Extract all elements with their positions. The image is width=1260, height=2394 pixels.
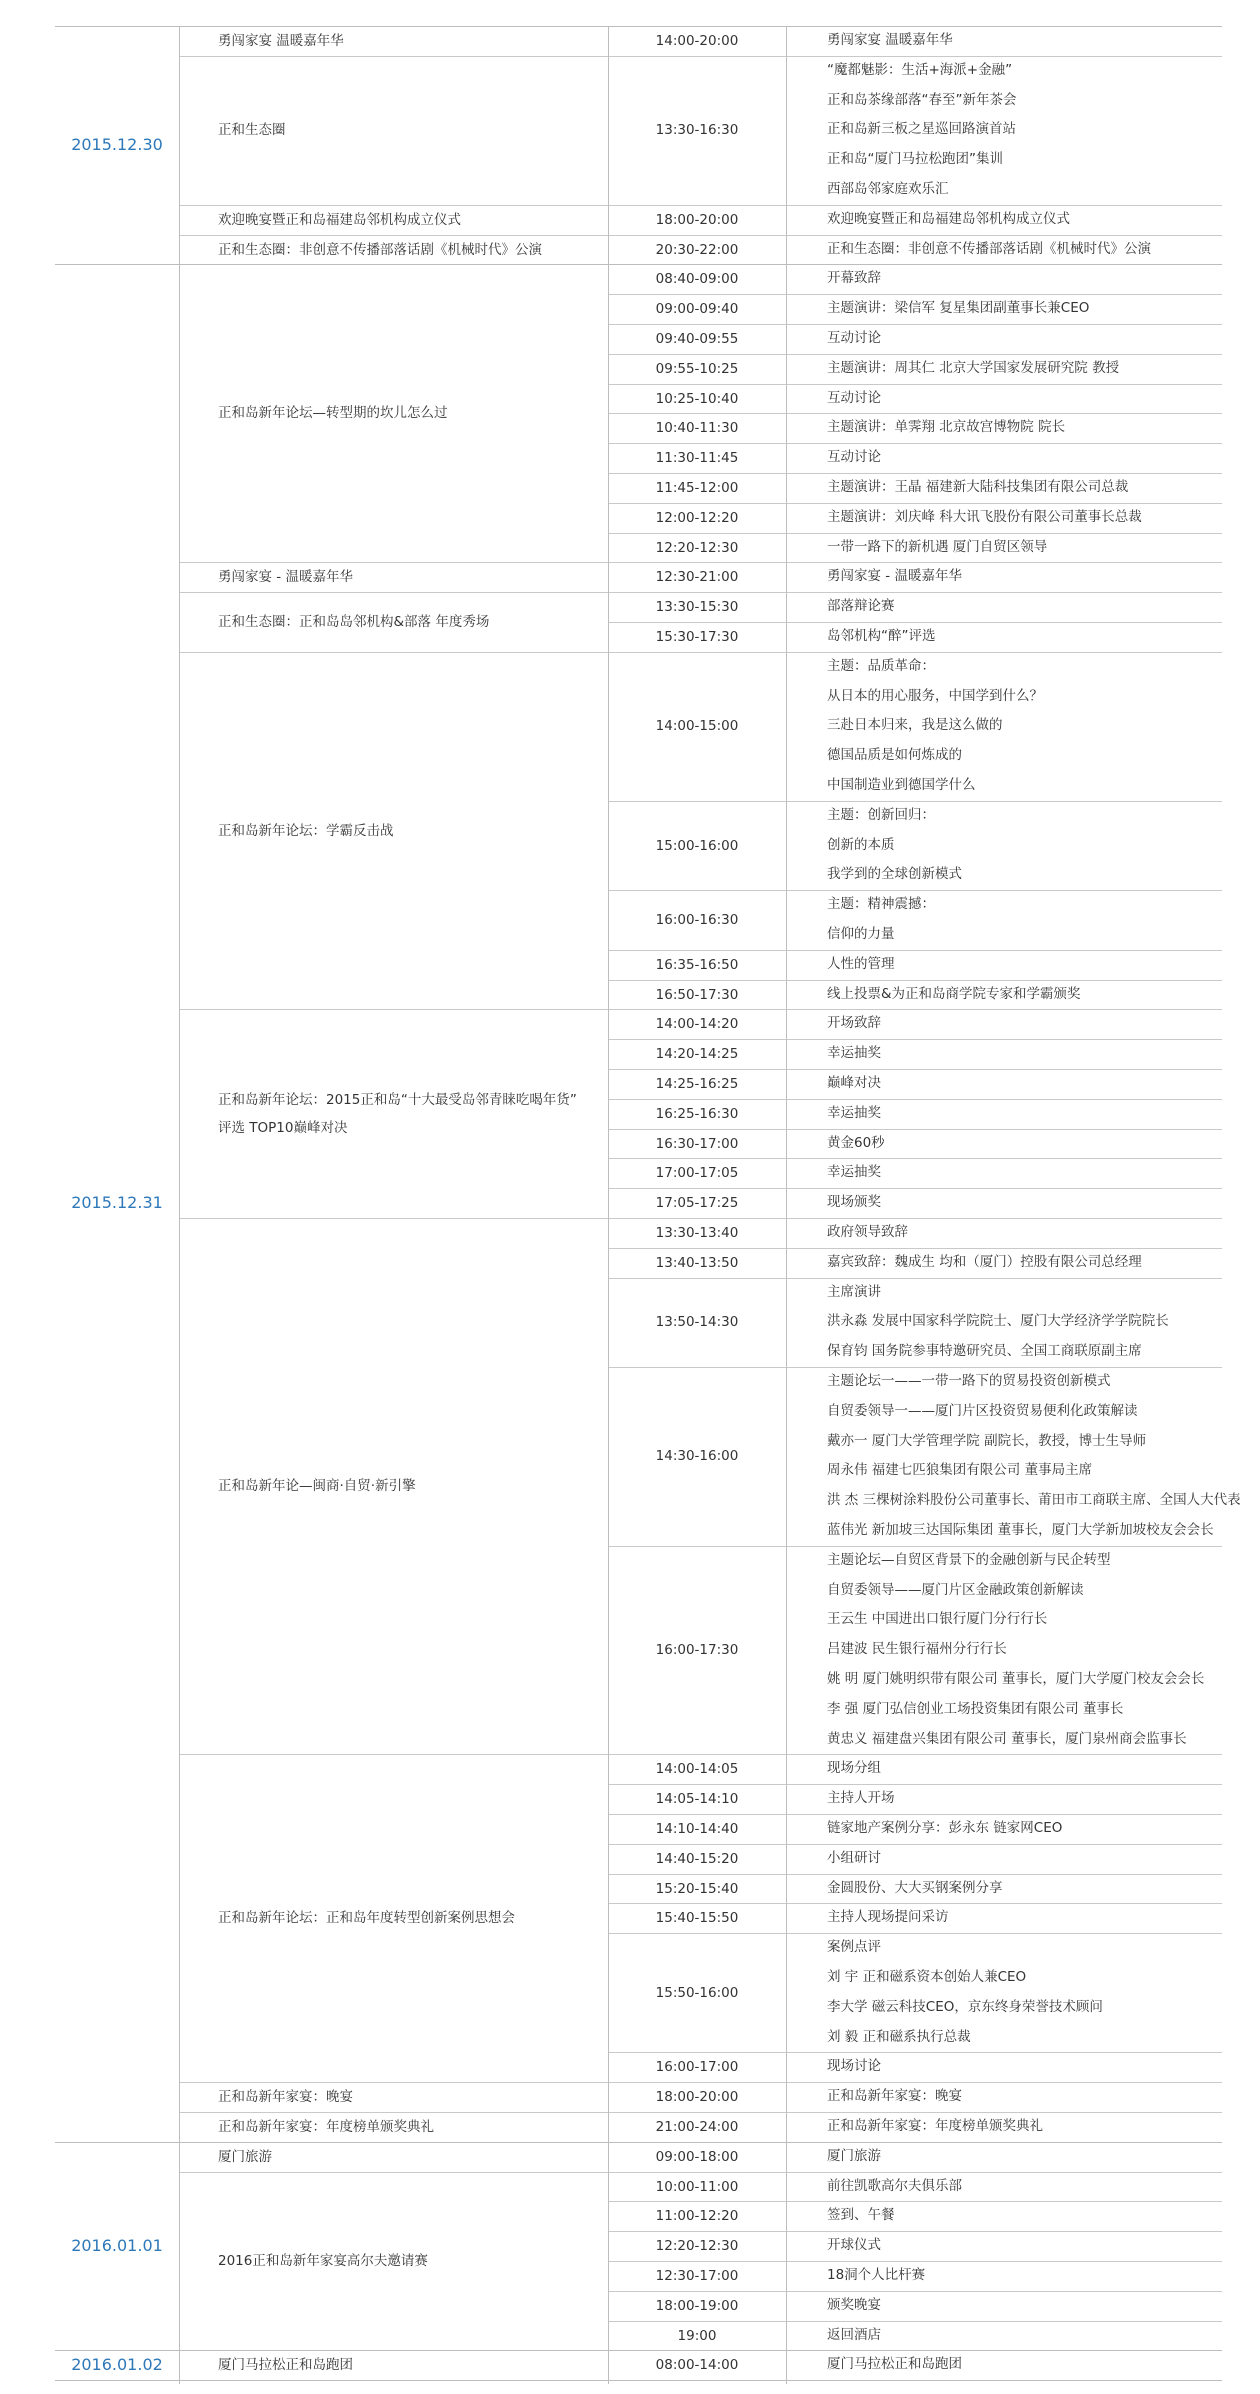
row-divider: [608, 1546, 1222, 1547]
row-divider: [608, 2231, 1222, 2232]
slot-detail-line: 嘉宾致辞：魏成生 均和（厦门）控股有限公司总经理: [827, 1253, 1142, 1270]
event-title: 正和岛新年家宴：晚宴: [218, 2089, 353, 2106]
slot-time: 15:40-15:50: [655, 1910, 739, 1927]
slot-detail-line: 现场讨论: [827, 2058, 881, 2075]
slot-detail-line: “魔都魅影：生活+海派+金融”: [827, 61, 1013, 78]
slot-time: 18:00-20:00: [655, 2089, 739, 2106]
row-divider: [608, 1069, 1222, 1070]
row-divider: [179, 562, 1222, 563]
slot-detail-line: 自贸委领导一——厦门片区投资贸易便利化政策解读: [827, 1402, 1138, 1419]
row-divider: [179, 56, 1222, 57]
row-divider: [608, 1099, 1222, 1100]
slot-detail-line: 政府领导致辞: [827, 1224, 908, 1240]
slot-detail-line: 主题：精神震撼：: [827, 896, 935, 913]
slot-time: 16:35-16:50: [655, 956, 739, 973]
slot-time: 14:00-14:05: [655, 1761, 739, 1778]
slot-time: 18:00-20:00: [655, 211, 739, 228]
row-divider: [179, 1009, 1222, 1010]
row-divider: [608, 324, 1222, 325]
slot-time: 15:30-17:30: [655, 628, 739, 645]
slot-detail-line: 创新的本质: [827, 836, 895, 853]
row-divider: [179, 592, 1222, 593]
slot-detail-line: 互动讨论: [827, 330, 881, 346]
event-title: 欢迎晚宴暨正和岛福建岛邻机构成立仪式: [218, 211, 461, 228]
slot-time: 16:30-17:00: [655, 1135, 739, 1152]
slot-detail-line: 欢迎晚宴暨正和岛福建岛邻机构成立仪式: [827, 210, 1070, 227]
slot-time: 11:30-11:45: [655, 450, 739, 467]
slot-time: 13:30-15:30: [655, 599, 739, 616]
row-divider: [608, 384, 1222, 385]
slot-detail-line: 厦门马拉松正和岛跑团: [827, 2356, 962, 2373]
slot-time: 10:00-11:00: [655, 2178, 739, 2195]
event-title: 正和岛新年家宴：年度榜单颁奖典礼: [218, 2118, 434, 2135]
slot-time: 21:00-24:00: [655, 2118, 739, 2135]
event-title: 厦门马拉松正和岛跑团: [218, 2357, 353, 2374]
slot-time: 11:45-12:00: [655, 479, 739, 496]
slot-time: 08:00-14:00: [655, 2357, 739, 2374]
slot-time: 14:00-15:00: [655, 718, 739, 735]
day-date: 2016.01.02: [71, 2355, 163, 2375]
slot-detail-line: 主持人现场提问采访: [827, 1909, 949, 1926]
event-title: 正和岛新年论坛：2015正和岛“十大最受岛邻青睐吃喝年货”: [218, 1091, 577, 1108]
event-title: 正和岛新年论—闽商·自贸·新引擎: [218, 1478, 416, 1495]
row-divider: [608, 1874, 1222, 1875]
row-divider: [179, 205, 1222, 206]
slot-detail-line: 戴亦一 厦门大学管理学院 副院长，教授，博士生导师: [827, 1432, 1147, 1449]
slot-time: 12:20-12:30: [655, 2238, 739, 2255]
slot-detail-line: 18洞个人比杆赛: [827, 2267, 926, 2283]
slot-detail-line: 三赴日本归来，我是这么做的: [827, 717, 1003, 734]
slot-detail-line: 厦门旅游: [827, 2147, 881, 2164]
slot-time: 08:40-09:00: [655, 271, 739, 288]
row-divider: [179, 1218, 1222, 1219]
slot-detail-line: 正和岛新年家宴：晚宴: [827, 2088, 962, 2105]
slot-detail-line: 主题演讲：梁信军 复星集团副董事长兼CEO: [827, 300, 1090, 317]
slot-detail-line: 一带一路下的新机遇 厦门自贸区领导: [827, 538, 1048, 555]
slot-time: 13:50-14:30: [655, 1314, 739, 1331]
slot-detail-line: 前往凯歌高尔夫俱乐部: [827, 2177, 962, 2194]
slot-detail-line: 巅峰对决: [827, 1075, 881, 1091]
slot-detail-line: 主题演讲：单霁翔 北京故宫博物院 院长: [827, 419, 1066, 436]
slot-detail-line: 线上投票&为正和岛商学院专家和学霸颁奖: [827, 985, 1081, 1002]
slot-detail-line: 案例点评: [827, 1939, 881, 1956]
slot-time: 10:25-10:40: [655, 390, 739, 407]
slot-time: 09:40-09:55: [655, 330, 739, 347]
slot-detail-line: 我学到的全球创新模式: [827, 866, 962, 883]
slot-detail-line: 主席演讲: [827, 1283, 881, 1300]
row-divider: [608, 443, 1222, 444]
slot-detail-line: 李大学 磁云科技CEO，京东终身荣誉技术顾问: [827, 1998, 1103, 2015]
slot-detail-line: 幸运抽奖: [827, 1164, 881, 1181]
column-divider: [608, 26, 609, 2384]
slot-detail-line: 开幕致辞: [827, 270, 881, 287]
row-divider: [608, 801, 1222, 802]
slot-detail-line: 黄金60秒: [827, 1134, 885, 1151]
slot-detail-line: 正和生态圈：非创意不传播部落话剧《机械时代》公演: [827, 240, 1151, 257]
slot-time: 14:05-14:10: [655, 1791, 739, 1808]
slot-time: 14:20-14:25: [655, 1046, 739, 1063]
slot-detail-line: 现场颁奖: [827, 1194, 881, 1211]
slot-detail-line: 正和岛新年家宴：年度榜单颁奖典礼: [827, 2118, 1043, 2134]
row-divider: [179, 652, 1222, 653]
slot-detail-line: 吕建波 民生银行福州分行行长: [827, 1641, 1007, 1658]
slot-detail-line: 正和岛茶缘部落“春至”新年茶会: [827, 91, 1017, 108]
slot-time: 17:05-17:25: [655, 1195, 739, 1212]
slot-detail-line: 蓝伟光 新加坡三达国际集团 董事长，厦门大学新加坡校友会会长: [827, 1522, 1214, 1538]
slot-detail-line: 现场分组: [827, 1760, 881, 1777]
slot-detail-line: 勇闯家宴 - 温暖嘉年华: [827, 568, 962, 585]
slot-detail-line: 黄忠义 福建盘兴集团有限公司 董事长，厦门泉州商会监事长: [827, 1730, 1187, 1747]
row-divider: [608, 503, 1222, 504]
slot-time: 12:00-12:20: [655, 509, 739, 526]
row-divider: [608, 294, 1222, 295]
slot-time: 14:10-14:40: [655, 1820, 739, 1837]
slot-time: 12:20-12:30: [655, 539, 739, 556]
slot-time: 11:00-12:20: [655, 2208, 739, 2225]
slot-detail-line: 金圆股份、大大买钢案例分享: [827, 1879, 1003, 1896]
slot-detail-line: 返回酒店: [827, 2326, 881, 2343]
slot-time: 14:25-16:25: [655, 1075, 739, 1092]
row-divider: [608, 890, 1222, 891]
slot-time: 09:55-10:25: [655, 360, 739, 377]
row-divider: [55, 264, 1222, 265]
row-divider: [608, 1278, 1222, 1279]
event-title: 正和生态圈：非创意不传播部落话剧《机械时代》公演: [218, 241, 542, 258]
row-divider: [55, 2350, 1222, 2351]
column-divider: [179, 26, 180, 2384]
day-date: 2016.01.01: [71, 2236, 163, 2256]
slot-detail-line: 正和岛“厦门马拉松跑团”集训: [827, 151, 1003, 168]
slot-time: 14:40-15:20: [655, 1850, 739, 1867]
slot-detail-line: 李 强 厦门弘信创业工场投资集团有限公司 董事长: [827, 1700, 1124, 1717]
slot-detail-line: 主题演讲：刘庆峰 科大讯飞股份有限公司董事长总裁: [827, 508, 1142, 525]
slot-time: 17:00-17:05: [655, 1165, 739, 1182]
slot-time: 14:00-20:00: [655, 32, 739, 49]
slot-time: 16:00-17:00: [655, 2059, 739, 2076]
slot-detail-line: 王云生 中国进出口银行厦门分行行长: [827, 1611, 1048, 1628]
row-divider: [608, 2291, 1222, 2292]
slot-time: 20:30-22:00: [655, 241, 739, 258]
slot-time: 16:25-16:30: [655, 1105, 739, 1122]
event-title: 勇闯家宴 温暖嘉年华: [218, 32, 344, 49]
slot-detail-line: 主题：品质革命：: [827, 657, 935, 674]
row-divider: [608, 2052, 1222, 2053]
slot-detail-line: 主题演讲：王晶 福建新大陆科技集团有限公司总裁: [827, 479, 1129, 495]
row-divider: [179, 2172, 1222, 2173]
slot-detail-line: 签到、午餐: [827, 2207, 895, 2224]
slot-detail-line: 部落辩论赛: [827, 598, 895, 615]
row-divider: [608, 1129, 1222, 1130]
slot-detail-line: 开场致辞: [827, 1015, 881, 1032]
row-divider: [608, 1188, 1222, 1189]
event-title: 正和岛新年论坛：学霸反击战: [218, 822, 394, 839]
row-divider: [179, 2082, 1222, 2083]
slot-time: 19:00: [677, 2327, 717, 2344]
slot-detail-line: 从日本的用心服务，中国学到什么？: [827, 687, 1043, 704]
slot-detail-line: 主题论坛—自贸区背景下的金融创新与民企转型: [827, 1551, 1111, 1568]
slot-detail-line: 中国制造业到德国学什么: [827, 777, 976, 793]
slot-time: 12:30-17:00: [655, 2267, 739, 2284]
slot-detail-line: 幸运抽奖: [827, 1104, 881, 1121]
slot-detail-line: 周永伟 福建七匹狼集团有限公司 董事局主席: [827, 1462, 1093, 1479]
slot-detail-line: 互动讨论: [827, 449, 881, 466]
row-divider: [608, 1248, 1222, 1249]
slot-time: 13:30-13:40: [655, 1224, 739, 1241]
slot-time: 12:30-21:00: [655, 569, 739, 586]
day-date: 2015.12.30: [71, 135, 163, 155]
slot-time: 09:00-09:40: [655, 301, 739, 318]
slot-detail-line: 主题论坛一——一带一路下的贸易投资创新模式: [827, 1373, 1111, 1389]
slot-time: 13:40-13:50: [655, 1254, 739, 1271]
row-divider: [608, 1367, 1222, 1368]
event-title: 正和生态圈: [218, 122, 286, 139]
slot-time: 15:50-16:00: [655, 1984, 739, 2001]
slot-detail-line: 人性的管理: [827, 955, 895, 972]
slot-detail-line: 岛邻机构“醉”评选: [827, 628, 936, 644]
event-title: 正和岛新年论坛—转型期的坎儿怎么过: [218, 405, 448, 422]
slot-detail-line: 主题演讲：周其仁 北京大学国家发展研究院 教授: [827, 359, 1120, 376]
slot-time: 13:30-16:30: [655, 122, 739, 139]
slot-detail-line: 互动讨论: [827, 389, 881, 406]
slot-time: 09:00-18:00: [655, 2148, 739, 2165]
row-divider: [608, 2201, 1222, 2202]
row-divider: [608, 1903, 1222, 1904]
slot-detail-line: 小组研讨: [827, 1849, 881, 1866]
row-divider: [608, 1784, 1222, 1785]
row-divider: [179, 2112, 1222, 2113]
slot-time: 15:20-15:40: [655, 1880, 739, 1897]
event-title: 2016正和岛新年家宴高尔夫邀请赛: [218, 2253, 428, 2269]
row-divider: [608, 473, 1222, 474]
slot-detail-line: 洪 杰 三棵树涂料股份公司董事长、莆田市工商联主席、全国人大代表: [827, 1492, 1241, 1509]
slot-detail-line: 开球仪式: [827, 2237, 881, 2254]
day-date: 2015.12.31: [71, 1193, 163, 1213]
row-divider: [608, 1933, 1222, 1934]
event-title: 勇闯家宴 - 温暖嘉年华: [218, 569, 353, 586]
slot-detail-line: 主持人开场: [827, 1790, 895, 1807]
slot-detail-line: 勇闯家宴 温暖嘉年华: [827, 32, 953, 48]
slot-detail-line: 幸运抽奖: [827, 1045, 881, 1062]
row-divider: [608, 622, 1222, 623]
row-divider: [608, 1039, 1222, 1040]
row-divider: [608, 1158, 1222, 1159]
row-divider: [608, 950, 1222, 951]
row-divider: [55, 2380, 1222, 2381]
slot-detail-line: 德国品质是如何炼成的: [827, 747, 962, 764]
event-title: 正和生态圈：正和岛岛邻机构&部落 年度秀场: [218, 614, 490, 630]
slot-time: 10:40-11:30: [655, 420, 739, 437]
row-divider: [608, 1844, 1222, 1845]
row-divider: [608, 533, 1222, 534]
row-divider: [608, 2321, 1222, 2322]
slot-time: 15:00-16:00: [655, 837, 739, 854]
event-title-line2: 评选 TOP10巅峰对决: [218, 1119, 348, 1136]
slot-time: 16:50-17:30: [655, 986, 739, 1003]
slot-detail-line: 刘 宇 正和磁系资本创始人兼CEO: [827, 1969, 1027, 1985]
row-divider: [608, 2261, 1222, 2262]
slot-time: 16:00-17:30: [655, 1642, 739, 1659]
row-divider: [608, 413, 1222, 414]
slot-detail-line: 颁奖晚宴: [827, 2296, 881, 2313]
slot-time: 14:30-16:00: [655, 1448, 739, 1465]
event-title: 厦门旅游: [218, 2148, 272, 2165]
column-divider: [786, 26, 787, 2384]
row-divider: [608, 980, 1222, 981]
row-divider: [179, 235, 1222, 236]
slot-detail-line: 自贸委领导——厦门片区金融政策创新解读: [827, 1581, 1084, 1598]
slot-detail-line: 刘 毅 正和磁系执行总裁: [827, 2028, 971, 2045]
slot-time: 18:00-19:00: [655, 2297, 739, 2314]
slot-time: 14:00-14:20: [655, 1016, 739, 1033]
slot-detail-line: 信仰的力量: [827, 926, 895, 942]
row-divider: [179, 1754, 1222, 1755]
row-divider: [608, 1814, 1222, 1815]
slot-detail-line: 链家地产案例分享：彭永东 链家网CEO: [827, 1820, 1063, 1836]
slot-detail-line: 正和岛新三板之星巡回路演首站: [827, 121, 1016, 138]
slot-detail-line: 西部岛邻家庭欢乐汇: [827, 181, 949, 197]
slot-detail-line: 主题：创新回归：: [827, 806, 935, 823]
row-divider: [55, 2142, 1222, 2143]
event-title: 正和岛新年论坛：正和岛年度转型创新案例思想会: [218, 1910, 515, 1927]
slot-detail-line: 姚 明 厦门姚明织带有限公司 董事长，厦门大学厦门校友会会长: [827, 1671, 1205, 1687]
slot-time: 16:00-16:30: [655, 912, 739, 928]
slot-detail-line: 洪永淼 发展中国家科学院院士、厦门大学经济学学院院长: [827, 1313, 1169, 1330]
row-divider: [608, 354, 1222, 355]
slot-detail-line: 保育钧 国务院参事特邀研究员、全国工商联原副主席: [827, 1343, 1142, 1360]
row-divider: [55, 26, 1222, 27]
